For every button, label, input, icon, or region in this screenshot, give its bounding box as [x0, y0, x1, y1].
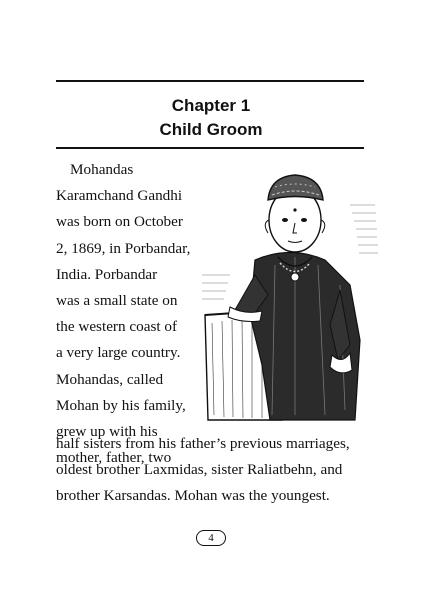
title-rule: [56, 147, 364, 149]
boy-portrait-illustration: [200, 165, 380, 423]
chapter-title: Child Groom: [159, 120, 263, 139]
body-line: Mohan by his family,: [56, 396, 186, 414]
body-line: was a small state on: [56, 292, 178, 310]
body-line: a very large country.: [56, 344, 181, 362]
body-line: grew up with his: [56, 423, 158, 441]
chapter-number: Chapter 1: [171, 96, 251, 115]
page-number: 4: [196, 530, 226, 546]
top-rule: [56, 80, 364, 82]
body-text-wide: [56, 431, 371, 510]
body-line: the western coast of: [56, 318, 178, 336]
body-text-narrow: [56, 157, 221, 471]
body-line: Mohandas: [70, 161, 134, 178]
body-line: 2, 1869, in Porbandar,: [56, 239, 191, 257]
body-line: was born on October: [56, 213, 183, 231]
body-line: half sisters from his father’s previous marriages,: [56, 435, 350, 452]
body-line: India. Porbandar: [56, 265, 158, 283]
body-line: brother Karsandas. Mohan was the youngest.: [56, 487, 330, 505]
body-line: oldest brother Laxmidas, sister Raliatbehn, and: [56, 461, 343, 479]
body-line: Mohandas, called: [56, 370, 164, 388]
body-line: mother, father, two: [56, 449, 172, 467]
body-line: Karamchand Gandhi: [56, 187, 183, 205]
